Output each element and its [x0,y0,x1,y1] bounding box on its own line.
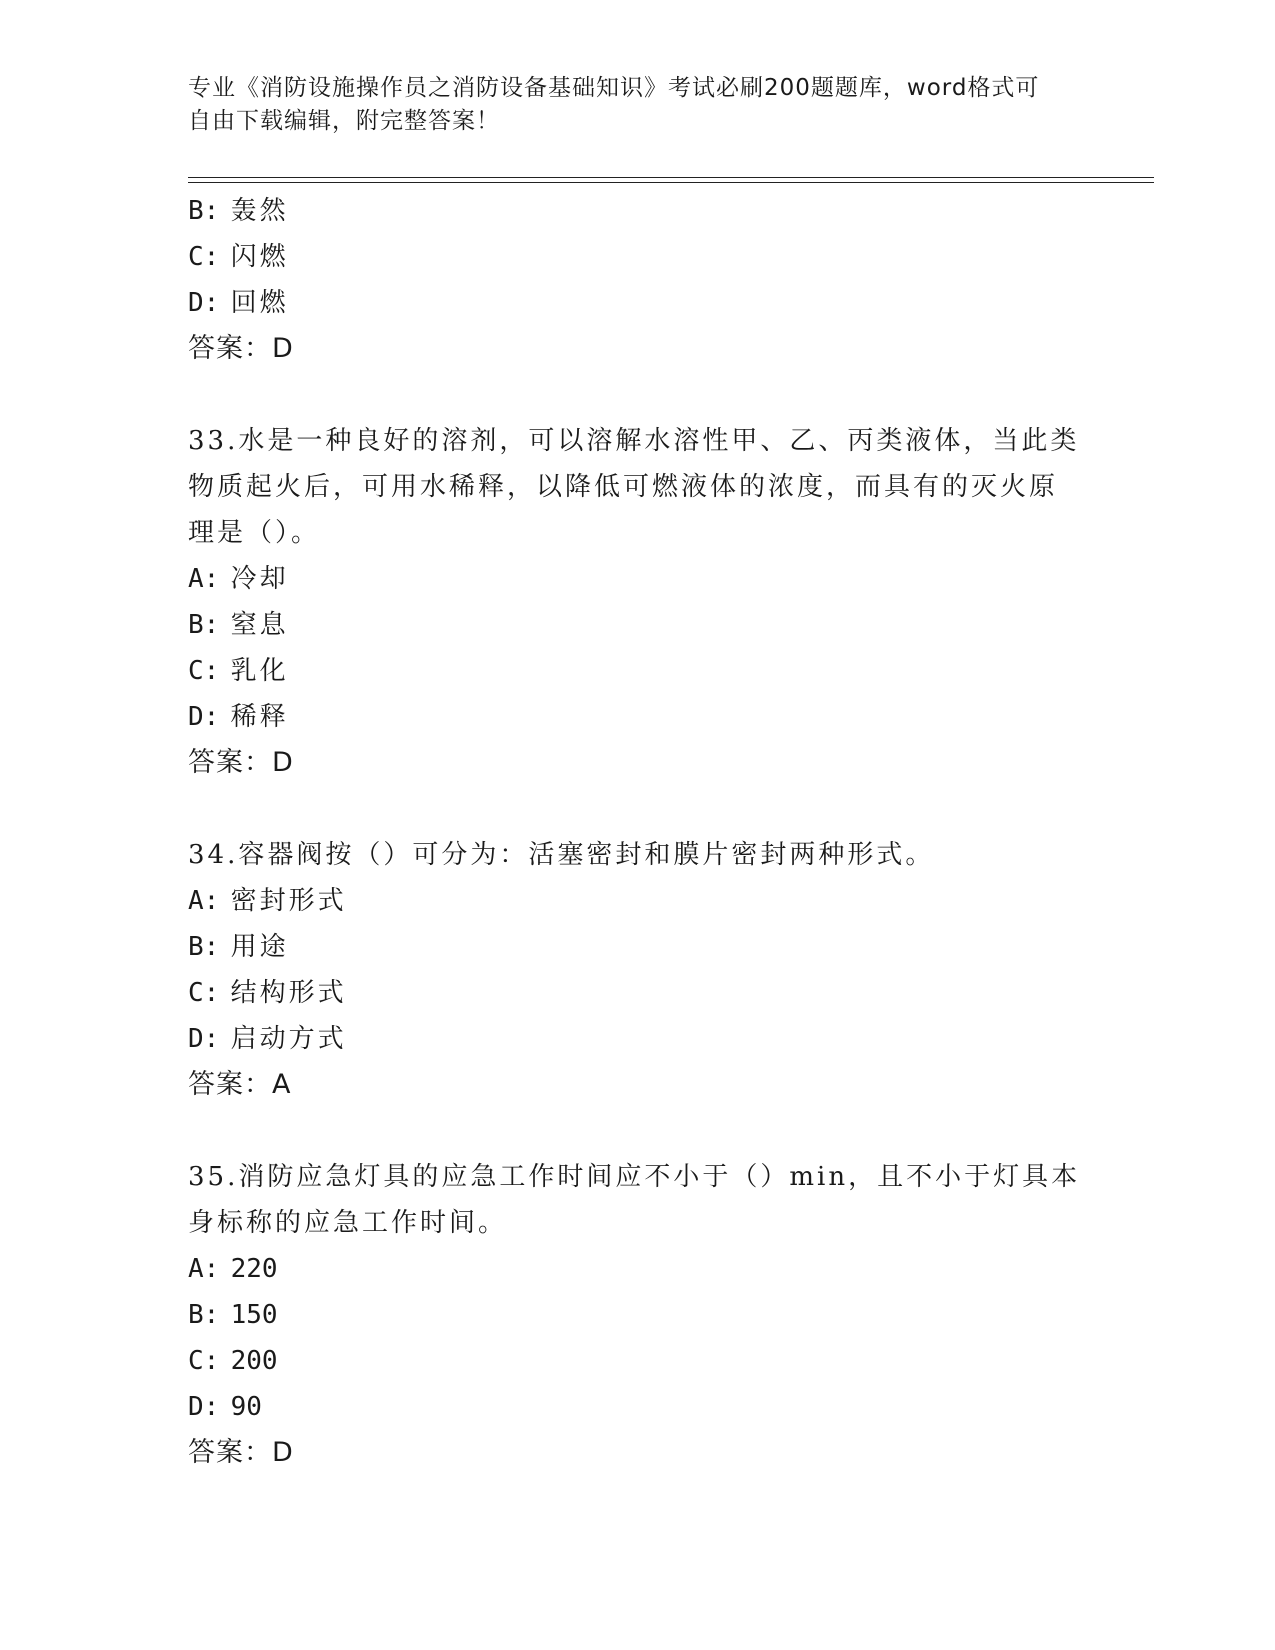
option-line [188,1016,1088,1062]
option-text: 启动方式 [230,1024,347,1054]
option-letter: B: [188,1300,220,1330]
document-header [188,72,1068,138]
option-letter: B: [188,610,220,640]
option-line [188,188,1088,234]
header-divider-top [188,177,1154,178]
option-text: 90 [230,1392,262,1422]
header-line-2: 自由下载编辑，附完整答案！ [188,108,500,134]
question-text-line: 33.水是一种良好的溶剂，可以溶解水溶性甲、乙、丙类液体，当此类 [188,426,1080,456]
question-text-line: 34.容器阀按（）可分为：活塞密封和膜片密封两种形式。 [188,840,935,870]
document-body [188,188,1088,1476]
option-letter: B: [188,932,220,962]
option-line [188,1292,1088,1338]
question-text-line: 35.消防应急灯具的应急工作时间应不小于（）min，且不小于灯具本 [188,1162,1081,1192]
option-letter: C: [188,242,220,272]
question-block-33 [188,418,1088,786]
option-line [188,1338,1088,1384]
header-line-1: 专业《消防设施操作员之消防设备基础知识》考试必刷200题题库，word格式可 [188,75,1040,101]
question-text-line: 身标称的应急工作时间。 [188,1208,508,1238]
option-line [188,694,1088,740]
option-letter: A: [188,564,220,594]
question-block-35 [188,1154,1088,1476]
answer-line: 答案：D [188,333,294,364]
option-text: 220 [230,1254,278,1284]
option-letter: A: [188,886,220,916]
option-line [188,1384,1088,1430]
answer-line: 答案：A [188,1069,292,1100]
option-text: 窒息 [230,610,289,640]
option-line [188,602,1088,648]
option-line [188,234,1088,280]
question-text-line: 物质起火后，可用水稀释，以降低可燃液体的浓度，而具有的灭火原 [188,472,1059,502]
spacer [188,372,1088,418]
option-letter: C: [188,1346,220,1376]
question-block-34 [188,832,1088,1108]
option-letter: D: [188,1392,220,1422]
option-letter: C: [188,978,220,1008]
option-text: 乳化 [230,656,289,686]
option-text: 轰然 [230,196,289,226]
option-letter: D: [188,702,220,732]
option-text: 用途 [230,932,289,962]
option-line [188,280,1088,326]
spacer [188,1108,1088,1154]
option-text: 回燃 [230,288,289,318]
option-letter: C: [188,656,220,686]
header-divider-bottom [188,182,1154,183]
option-text: 150 [230,1300,278,1330]
answer-line: 答案：D [188,747,294,778]
option-letter: D: [188,288,220,318]
option-text: 稀释 [230,702,289,732]
option-line [188,1246,1088,1292]
option-text: 闪燃 [230,242,289,272]
option-letter: D: [188,1024,220,1054]
option-text: 密封形式 [230,886,347,916]
answer-line: 答案：D [188,1437,294,1468]
option-text: 结构形式 [230,978,347,1008]
prev-question-block [188,188,1088,372]
option-line [188,878,1088,924]
spacer [188,786,1088,832]
option-line [188,924,1088,970]
option-letter: A: [188,1254,220,1284]
option-letter: B: [188,196,220,226]
option-text: 200 [230,1346,278,1376]
option-line [188,556,1088,602]
option-line [188,970,1088,1016]
question-text-line: 理是（）。 [188,518,321,548]
option-line [188,648,1088,694]
option-text: 冷却 [230,564,289,594]
